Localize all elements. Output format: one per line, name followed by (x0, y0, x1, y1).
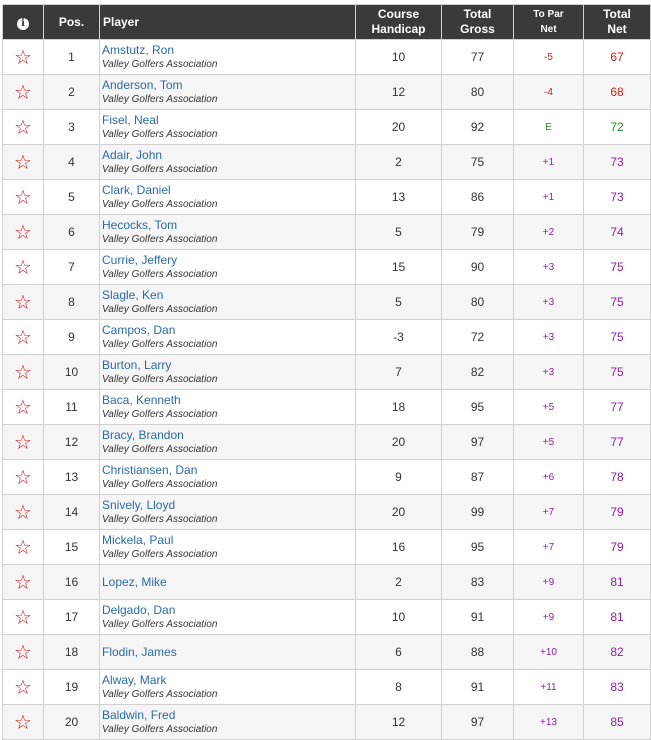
player-cell (100, 75, 356, 110)
net-cell: 77 (584, 425, 651, 460)
gross-cell: 79 (442, 215, 514, 250)
position-cell: 10 (44, 355, 100, 390)
star-icon[interactable]: ☆ (14, 255, 32, 279)
player-name-link[interactable]: Flodin, James (102, 645, 177, 659)
star-icon[interactable]: ☆ (14, 290, 32, 314)
to-par-cell: +10 (514, 635, 584, 670)
table-row (3, 670, 651, 705)
favorite-cell[interactable] (3, 250, 44, 285)
player-name-link[interactable]: Anderson, Tom (102, 77, 183, 92)
player-cell (100, 285, 356, 320)
table-row (3, 425, 651, 460)
net-cell: 72 (584, 110, 651, 145)
player-club: Valley Golfers Association (102, 618, 218, 630)
to-par-cell: +6 (514, 460, 584, 495)
handicap-cell: 8 (356, 670, 442, 705)
player-club: Valley Golfers Association (102, 58, 218, 70)
player-cell (100, 215, 356, 250)
gross-cell: 82 (442, 355, 514, 390)
player-club: Valley Golfers Association (102, 93, 218, 105)
to-par-cell: +9 (514, 565, 584, 600)
to-par-cell: +5 (514, 390, 584, 425)
handicap-cell: 5 (356, 285, 442, 320)
favorite-cell[interactable] (3, 180, 44, 215)
gross-cell: 99 (442, 495, 514, 530)
player-name-link[interactable]: Adair, John (102, 147, 163, 162)
net-cell: 67 (584, 40, 651, 75)
handicap-cell: 16 (356, 530, 442, 565)
to-par-cell: +13 (514, 705, 584, 740)
player-club: Valley Golfers Association (102, 128, 218, 140)
player-cell (100, 320, 356, 355)
favorite-cell[interactable] (3, 635, 44, 670)
player-club: Valley Golfers Association (102, 513, 218, 525)
to-par-cell: +3 (514, 285, 584, 320)
to-par-cell: +7 (514, 530, 584, 565)
star-icon[interactable]: ☆ (14, 185, 32, 209)
handicap-cell: 12 (356, 75, 442, 110)
player-name-link[interactable]: Clark, Daniel (102, 182, 171, 197)
star-icon[interactable]: ☆ (14, 80, 32, 104)
player-name-link[interactable]: Mickela, Paul (102, 532, 174, 547)
handicap-cell: 10 (356, 600, 442, 635)
player-cell (100, 145, 356, 180)
gross-cell: 75 (442, 145, 514, 180)
gross-cell: 86 (442, 180, 514, 215)
player-name-link[interactable]: Baldwin, Fred (102, 707, 176, 722)
net-cell: 77 (584, 390, 651, 425)
to-par-cell: +2 (514, 215, 584, 250)
player-club: Valley Golfers Association (102, 233, 218, 245)
gross-cell: 88 (442, 635, 514, 670)
leaderboard-table (2, 4, 651, 740)
info-icon[interactable]: i (17, 18, 29, 30)
player-cell (100, 495, 356, 530)
position-cell: 15 (44, 530, 100, 565)
position-cell: 5 (44, 180, 100, 215)
favorite-cell[interactable] (3, 285, 44, 320)
favorite-cell[interactable] (3, 215, 44, 250)
net-cell: 78 (584, 460, 651, 495)
handicap-cell: 20 (356, 425, 442, 460)
table-row (3, 600, 651, 635)
handicap-cell: 9 (356, 460, 442, 495)
position-cell: 11 (44, 390, 100, 425)
favorite-cell[interactable] (3, 565, 44, 600)
player-club: Valley Golfers Association (102, 303, 218, 315)
table-row (3, 75, 651, 110)
gross-cell: 72 (442, 320, 514, 355)
star-icon[interactable]: ☆ (14, 115, 32, 139)
gross-cell: 95 (442, 530, 514, 565)
table-row (3, 530, 651, 565)
player-club: Valley Golfers Association (102, 198, 218, 210)
gross-cell: 83 (442, 565, 514, 600)
to-par-cell: +5 (514, 425, 584, 460)
player-cell (100, 425, 356, 460)
gross-cell: 90 (442, 250, 514, 285)
star-icon[interactable]: ☆ (14, 570, 32, 594)
player-name-link[interactable]: Campos, Dan (102, 322, 176, 337)
net-cell: 75 (584, 320, 651, 355)
table-row (3, 250, 651, 285)
table-row (3, 40, 651, 75)
gross-cell: 95 (442, 390, 514, 425)
handicap-cell: 7 (356, 355, 442, 390)
favorite-cell[interactable] (3, 145, 44, 180)
player-club: Valley Golfers Association (102, 548, 218, 560)
handicap-cell: 15 (356, 250, 442, 285)
topar-column-header: To Par Net (514, 5, 584, 40)
player-name-link[interactable]: Bracy, Brandon (102, 427, 184, 442)
player-name-link[interactable]: Delgado, Dan (102, 602, 176, 617)
star-icon[interactable]: ☆ (14, 45, 32, 69)
to-par-cell: +3 (514, 355, 584, 390)
favorite-cell[interactable] (3, 530, 44, 565)
player-cell (100, 355, 356, 390)
player-club: Valley Golfers Association (102, 478, 218, 490)
player-club: Valley Golfers Association (102, 338, 218, 350)
table-row (3, 180, 651, 215)
player-club: Valley Golfers Association (102, 443, 218, 455)
player-cell (100, 110, 356, 145)
player-cell (100, 460, 356, 495)
player-name-link[interactable]: Lopez, Mike (102, 575, 167, 589)
handicap-cell: 20 (356, 495, 442, 530)
table-row (3, 390, 651, 425)
table-row (3, 635, 651, 670)
position-cell: 18 (44, 635, 100, 670)
gross-cell: 91 (442, 600, 514, 635)
position-cell: 12 (44, 425, 100, 460)
position-cell: 8 (44, 285, 100, 320)
gross-column-header: Total Gross (442, 5, 514, 40)
player-name-link[interactable]: Hecocks, Tom (102, 217, 178, 232)
star-icon[interactable]: ☆ (14, 220, 32, 244)
net-cell: 85 (584, 705, 651, 740)
gross-cell: 77 (442, 40, 514, 75)
handicap-cell: 6 (356, 635, 442, 670)
star-icon[interactable]: ☆ (14, 675, 32, 699)
table-row (3, 215, 651, 250)
star-icon[interactable]: ☆ (14, 465, 32, 489)
net-cell: 79 (584, 495, 651, 530)
star-icon[interactable]: ☆ (14, 360, 32, 384)
net-cell: 82 (584, 635, 651, 670)
to-par-cell: -4 (514, 75, 584, 110)
to-par-cell: +11 (514, 670, 584, 705)
player-club: Valley Golfers Association (102, 163, 218, 175)
favorite-cell[interactable] (3, 40, 44, 75)
favorite-cell[interactable] (3, 705, 44, 740)
net-cell: 81 (584, 565, 651, 600)
handicap-column-header: Course Handicap (356, 5, 442, 40)
star-icon[interactable]: ☆ (14, 430, 32, 454)
net-cell: 74 (584, 215, 651, 250)
player-cell (100, 600, 356, 635)
table-row (3, 565, 651, 600)
favorite-cell[interactable] (3, 600, 44, 635)
player-cell (100, 705, 356, 740)
player-cell (100, 530, 356, 565)
net-cell: 68 (584, 75, 651, 110)
to-par-cell: +3 (514, 320, 584, 355)
handicap-cell: 2 (356, 145, 442, 180)
position-cell: 20 (44, 705, 100, 740)
net-column-header: Total Net (584, 5, 651, 40)
player-name-link[interactable]: Alway, Mark (102, 672, 167, 687)
position-cell: 14 (44, 495, 100, 530)
position-cell: 4 (44, 145, 100, 180)
table-row (3, 145, 651, 180)
player-cell (100, 250, 356, 285)
to-par-cell: +9 (514, 600, 584, 635)
player-cell (100, 565, 356, 600)
info-column-header[interactable] (3, 5, 44, 40)
favorite-cell[interactable] (3, 110, 44, 145)
favorite-cell[interactable] (3, 670, 44, 705)
favorite-cell[interactable] (3, 75, 44, 110)
net-cell: 73 (584, 180, 651, 215)
position-cell: 9 (44, 320, 100, 355)
handicap-cell: -3 (356, 320, 442, 355)
player-name-link[interactable]: Burton, Larry (102, 357, 172, 372)
position-cell: 6 (44, 215, 100, 250)
table-row (3, 285, 651, 320)
to-par-cell: -5 (514, 40, 584, 75)
favorite-cell[interactable] (3, 460, 44, 495)
player-club: Valley Golfers Association (102, 268, 218, 280)
player-name-link[interactable]: Christiansen, Dan (102, 462, 198, 477)
player-club: Valley Golfers Association (102, 373, 218, 385)
net-cell: 79 (584, 530, 651, 565)
star-icon[interactable]: ☆ (14, 710, 32, 734)
position-cell: 13 (44, 460, 100, 495)
favorite-cell[interactable] (3, 390, 44, 425)
table-row (3, 460, 651, 495)
favorite-cell[interactable] (3, 355, 44, 390)
handicap-cell: 18 (356, 390, 442, 425)
to-par-cell: +7 (514, 495, 584, 530)
star-icon[interactable]: ☆ (14, 640, 32, 664)
position-cell: 7 (44, 250, 100, 285)
handicap-cell: 5 (356, 215, 442, 250)
to-par-cell: E (514, 110, 584, 145)
handicap-cell: 20 (356, 110, 442, 145)
star-icon[interactable]: ☆ (14, 605, 32, 629)
player-club: Valley Golfers Association (102, 408, 218, 420)
table-row (3, 320, 651, 355)
gross-cell: 97 (442, 425, 514, 460)
favorite-cell[interactable] (3, 425, 44, 460)
to-par-cell: +1 (514, 180, 584, 215)
gross-cell: 87 (442, 460, 514, 495)
player-name-link[interactable]: Slagle, Ken (102, 287, 164, 302)
position-cell: 19 (44, 670, 100, 705)
favorite-cell[interactable] (3, 320, 44, 355)
player-name-link[interactable]: Amstutz, Ron (102, 42, 175, 57)
star-icon[interactable]: ☆ (14, 150, 32, 174)
handicap-cell: 12 (356, 705, 442, 740)
player-club: Valley Golfers Association (102, 688, 218, 700)
position-cell: 16 (44, 565, 100, 600)
handicap-cell: 10 (356, 40, 442, 75)
player-cell (100, 390, 356, 425)
to-par-cell: +1 (514, 145, 584, 180)
handicap-cell: 2 (356, 565, 442, 600)
player-club: Valley Golfers Association (102, 723, 218, 735)
gross-cell: 80 (442, 285, 514, 320)
player-cell (100, 670, 356, 705)
gross-cell: 80 (442, 75, 514, 110)
player-cell (100, 635, 356, 670)
favorite-cell[interactable] (3, 495, 44, 530)
position-cell: 1 (44, 40, 100, 75)
star-icon[interactable]: ☆ (14, 500, 32, 524)
header-row (3, 5, 651, 40)
handicap-cell: 13 (356, 180, 442, 215)
net-cell: 83 (584, 670, 651, 705)
table-row (3, 110, 651, 145)
player-name-link[interactable]: Fisel, Neal (102, 112, 159, 127)
player-name-link[interactable]: Currie, Jeffery (102, 252, 178, 267)
star-icon[interactable]: ☆ (14, 535, 32, 559)
player-name-link[interactable]: Baca, Kenneth (102, 392, 181, 407)
net-cell: 75 (584, 355, 651, 390)
player-column-header: Player (100, 5, 356, 40)
player-cell (100, 180, 356, 215)
pos-column-header: Pos. (44, 5, 100, 40)
net-cell: 81 (584, 600, 651, 635)
star-icon[interactable]: ☆ (14, 395, 32, 419)
gross-cell: 97 (442, 705, 514, 740)
position-cell: 3 (44, 110, 100, 145)
net-cell: 75 (584, 285, 651, 320)
player-name-link[interactable]: Snively, Lloyd (102, 497, 176, 512)
gross-cell: 91 (442, 670, 514, 705)
table-row (3, 495, 651, 530)
table-row (3, 705, 651, 740)
to-par-cell: +3 (514, 250, 584, 285)
net-cell: 75 (584, 250, 651, 285)
position-cell: 2 (44, 75, 100, 110)
star-icon[interactable]: ☆ (14, 325, 32, 349)
position-cell: 17 (44, 600, 100, 635)
table-row (3, 355, 651, 390)
net-cell: 73 (584, 145, 651, 180)
gross-cell: 92 (442, 110, 514, 145)
player-cell (100, 40, 356, 75)
